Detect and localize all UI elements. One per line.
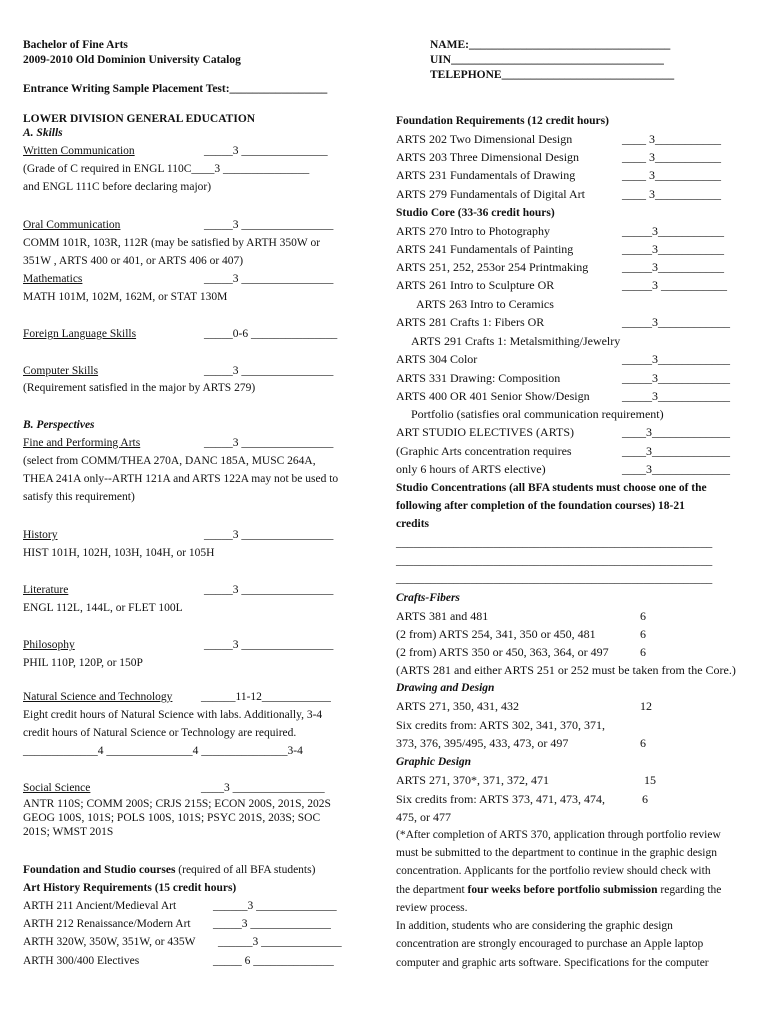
portfolio-paragraph: concentration. Applicants for the portfolio review should check with	[396, 865, 711, 877]
fine-arts-label: Fine and Performing Arts	[23, 437, 141, 449]
studio-credits: _____3___________	[622, 224, 724, 238]
drawing-design-title: Drawing and Design	[396, 682, 495, 694]
foundation-course: ARTS 202 Two Dimensional Design	[396, 132, 573, 146]
fine-arts-note: (select from COMM/THEA 270A, DANC 185A, MUSC 264A,	[23, 455, 316, 467]
social-science-note: GEOG 100S, 101S; POLS 100S, 101S; PSYC 201S, 203S; SOC	[23, 812, 321, 824]
foreign-language-label: Foreign Language Skills	[23, 328, 137, 340]
crafts-credits: 6	[640, 609, 646, 623]
studio-course: ARTS 400 OR 401 Senior Show/Design	[396, 389, 590, 403]
computer-skills-credits: _____3 ________________	[204, 365, 334, 377]
portfolio-paragraph: (*After completion of ARTS 370, application through portfolio review	[396, 829, 721, 841]
graphic-course: 475, or 477	[396, 810, 451, 824]
fine-arts-credits: _____3 ________________	[204, 437, 334, 449]
foundation-course: ARTS 203 Three Dimensional Design	[396, 150, 580, 164]
blank-line: _______________________________________________________	[396, 555, 713, 567]
graphic-credits: 6	[642, 792, 648, 806]
foundation-studio-rest: (required of all BFA students)	[175, 864, 316, 876]
art-history-title: Art History Requirements (15 credit hours)	[23, 882, 237, 894]
graphic-credits: 15	[644, 773, 656, 787]
natural-science-blanks: _____________4 _______________4 _______________3-4	[23, 745, 303, 757]
studio-credits: ____3_____________	[622, 462, 730, 476]
written-communication-label: Written Communication	[23, 145, 135, 157]
studio-course: only 6 hours of ARTS elective)	[396, 462, 546, 476]
studio-course-alternative: ARTS 263 Intro to Ceramics	[416, 297, 554, 311]
studio-credits: _____3____________	[622, 371, 730, 385]
studio-course-alternative: ARTS 291 Crafts 1: Metalsmithing/Jewelry	[411, 334, 621, 348]
studio-credits: _____3___________	[622, 242, 724, 256]
philosophy-credits: _____3 ________________	[204, 639, 334, 651]
drawing-course: Six credits from: ARTS 302, 341, 370, 371,	[396, 718, 605, 732]
arth-credits: ______3 ______________	[213, 900, 337, 912]
foundation-studio-heading	[23, 863, 315, 877]
studio-credits: _____3____________	[622, 352, 730, 366]
philosophy-label: Philosophy	[23, 639, 75, 651]
arth-course: ARTH 300/400 Electives	[23, 955, 140, 967]
studio-concentrations-title: credits	[396, 518, 430, 530]
oral-communication-credits: _____3 ________________	[204, 219, 334, 231]
studio-course: ARTS 281 Crafts 1: Fibers OR	[396, 315, 545, 329]
natural-science-note: credit hours of Natural Science or Technology are required.	[23, 727, 297, 739]
drawing-credits: 6	[640, 736, 646, 750]
studio-credits: _____3____________	[622, 389, 730, 403]
catalog-title: 2009-2010 Old Dominion University Catalog	[23, 54, 241, 66]
written-communication-credits: _____3 _______________	[204, 145, 328, 157]
studio-course: ARTS 251, 252, 253or 254 Printmaking	[396, 260, 589, 274]
crafts-course: (2 from) ARTS 350 or 450, 363, 364, or 497	[396, 645, 609, 659]
studio-course: ARTS 304 Color	[396, 352, 478, 366]
drawing-credits: 12	[640, 699, 652, 713]
mathematics-note: MATH 101M, 102M, 162M, or STAT 130M	[23, 291, 228, 303]
social-science-note: ANTR 110S; COMM 200S; CRJS 215S; ECON 200S, 201S, 202S	[23, 798, 331, 810]
uin-field: UIN_____________________________________	[430, 54, 664, 66]
foundation-requirements-title: Foundation Requirements (12 credit hours)	[396, 115, 609, 127]
natural-science-note: Eight credit hours of Natural Science with labs. Additionally, 3-4	[23, 709, 323, 721]
computer-skills-label: Computer Skills	[23, 365, 99, 377]
history-note: HIST 101H, 102H, 103H, 104H, or 105H	[23, 547, 215, 559]
crafts-note: (ARTS 281 and either ARTS 251 or 252 must be taken from the Core.)	[396, 663, 736, 677]
arth-course: ARTH 212 Renaissance/Modern Art	[23, 918, 191, 930]
arth-course: ARTH 320W, 350W, 351W, or 435W	[23, 936, 196, 948]
natural-science-credits: ______11-12____________	[201, 691, 331, 703]
drawing-course: 373, 376, 395/495, 433, 473, or 497	[396, 736, 569, 750]
studio-credits: _____3____________	[622, 315, 730, 329]
studio-core-title: Studio Core (33-36 credit hours)	[396, 207, 555, 219]
drawing-course: ARTS 271, 350, 431, 432	[396, 699, 519, 713]
portfolio-paragraph	[396, 883, 721, 897]
arth-course: ARTH 211 Ancient/Medieval Art	[23, 900, 177, 912]
laptop-paragraph: computer and graphic arts software. Specifications for the computer	[396, 957, 709, 969]
laptop-paragraph: concentration are strongly encouraged to purchase an Apple laptop	[396, 938, 704, 950]
portfolio-paragraph: must be submitted to the department to continue in the graphic design	[396, 847, 717, 859]
studio-course: ARTS 270 Intro to Photography	[396, 224, 550, 238]
arth-credits: _____ 6 ______________	[213, 955, 334, 967]
crafts-course: (2 from) ARTS 254, 341, 350 or 450, 481	[396, 627, 596, 641]
portfolio-paragraph: review process.	[396, 902, 468, 914]
name-field: NAME:___________________________________	[430, 39, 671, 51]
social-science-label: Social Science	[23, 782, 91, 794]
fine-arts-note: satisfy this requirement)	[23, 491, 135, 503]
oral-communication-label: Oral Communication	[23, 219, 121, 231]
studio-course: ARTS 331 Drawing: Composition	[396, 371, 561, 385]
natural-science-label: Natural Science and Technology	[23, 691, 173, 703]
crafts-credits: 6	[640, 645, 646, 659]
portfolio-text: regarding the	[657, 884, 722, 896]
literature-label: Literature	[23, 584, 69, 596]
studio-course: ARTS 241 Fundamentals of Painting	[396, 242, 574, 256]
social-science-note: 201S; WMST 201S	[23, 826, 114, 838]
placement-test-line: Entrance Writing Sample Placement Test:_________________	[23, 83, 328, 95]
studio-credits: ____3_____________	[622, 444, 730, 458]
philosophy-note: PHIL 110P, 120P, or 150P	[23, 657, 143, 669]
social-science-credits: ____3 ________________	[201, 782, 325, 794]
computer-skills-note: (Requirement satisfied in the major by ARTS 279)	[23, 382, 256, 394]
history-label: History	[23, 529, 58, 541]
graphic-design-title: Graphic Design	[396, 756, 472, 768]
studio-credits: _____3 ___________	[622, 278, 727, 292]
foundation-studio-bold: Foundation and Studio courses	[23, 864, 176, 876]
studio-concentrations-title: following after completion of the foundation courses) 18-21	[396, 500, 685, 512]
graphic-course: Six credits from: ARTS 373, 471, 473, 474,	[396, 792, 605, 806]
studio-course: ARTS 261 Intro to Sculpture OR	[396, 278, 555, 292]
foundation-credits: ____ 3___________	[622, 187, 721, 201]
written-communication-note: and ENGL 111C before declaring major)	[23, 181, 212, 193]
lower-division-title: LOWER DIVISION GENERAL EDUCATION	[23, 113, 256, 125]
studio-credits: ____3_____________	[622, 425, 730, 439]
foundation-credits: ____ 3___________	[622, 150, 721, 164]
oral-communication-note: COMM 101R, 103R, 112R (may be satisfied by ARTH 350W or	[23, 237, 321, 249]
mathematics-label: Mathematics	[23, 273, 83, 285]
literature-note: ENGL 112L, 144L, or FLET 100L	[23, 602, 183, 614]
foreign-language-credits: _____0-6 _______________	[204, 328, 338, 340]
crafts-credits: 6	[640, 627, 646, 641]
arth-credits: _____3 ______________	[213, 918, 331, 930]
graphic-course: ARTS 271, 370*, 371, 372, 471	[396, 773, 549, 787]
literature-credits: _____3 ________________	[204, 584, 334, 596]
blank-line: _______________________________________________________	[396, 573, 713, 585]
perspectives-title: B. Perspectives	[23, 419, 95, 431]
foundation-credits: ____ 3___________	[622, 132, 721, 146]
studio-course-note: Portfolio (satisfies oral communication requirement)	[411, 407, 664, 421]
portfolio-text: the department	[396, 884, 468, 896]
foundation-course: ARTS 231 Fundamentals of Drawing	[396, 168, 576, 182]
portfolio-deadline: four weeks before portfolio submission	[467, 884, 658, 896]
arth-credits: ______3 ______________	[218, 936, 342, 948]
laptop-paragraph: In addition, students who are considering the graphic design	[396, 920, 673, 932]
foundation-credits: ____ 3___________	[622, 168, 721, 182]
mathematics-credits: _____3 ________________	[204, 273, 334, 285]
crafts-course: ARTS 381 and 481	[396, 609, 489, 623]
program-title: Bachelor of Fine Arts	[23, 39, 128, 51]
studio-credits: _____3___________	[622, 260, 724, 274]
skills-title: A. Skills	[23, 127, 63, 139]
telephone-field: TELEPHONE______________________________	[430, 69, 675, 81]
studio-concentrations-title: Studio Concentrations (all BFA students must choose one of the	[396, 482, 707, 494]
blank-line: _______________________________________________________	[396, 537, 713, 549]
foundation-course: ARTS 279 Fundamentals of Digital Art	[396, 187, 585, 201]
history-credits: _____3 ________________	[204, 529, 334, 541]
studio-course: (Graphic Arts concentration requires	[396, 444, 572, 458]
studio-course: ART STUDIO ELECTIVES (ARTS)	[396, 425, 574, 439]
written-communication-note: (Grade of C required in ENGL 110C____3 _______________	[23, 163, 310, 175]
crafts-fibers-title: Crafts-Fibers	[396, 592, 460, 604]
oral-communication-note: 351W , ARTS 400 or 401, or ARTS 406 or 407)	[23, 255, 244, 267]
fine-arts-note: THEA 241A only--ARTH 121A and ARTS 122A may not be used to	[23, 473, 339, 485]
